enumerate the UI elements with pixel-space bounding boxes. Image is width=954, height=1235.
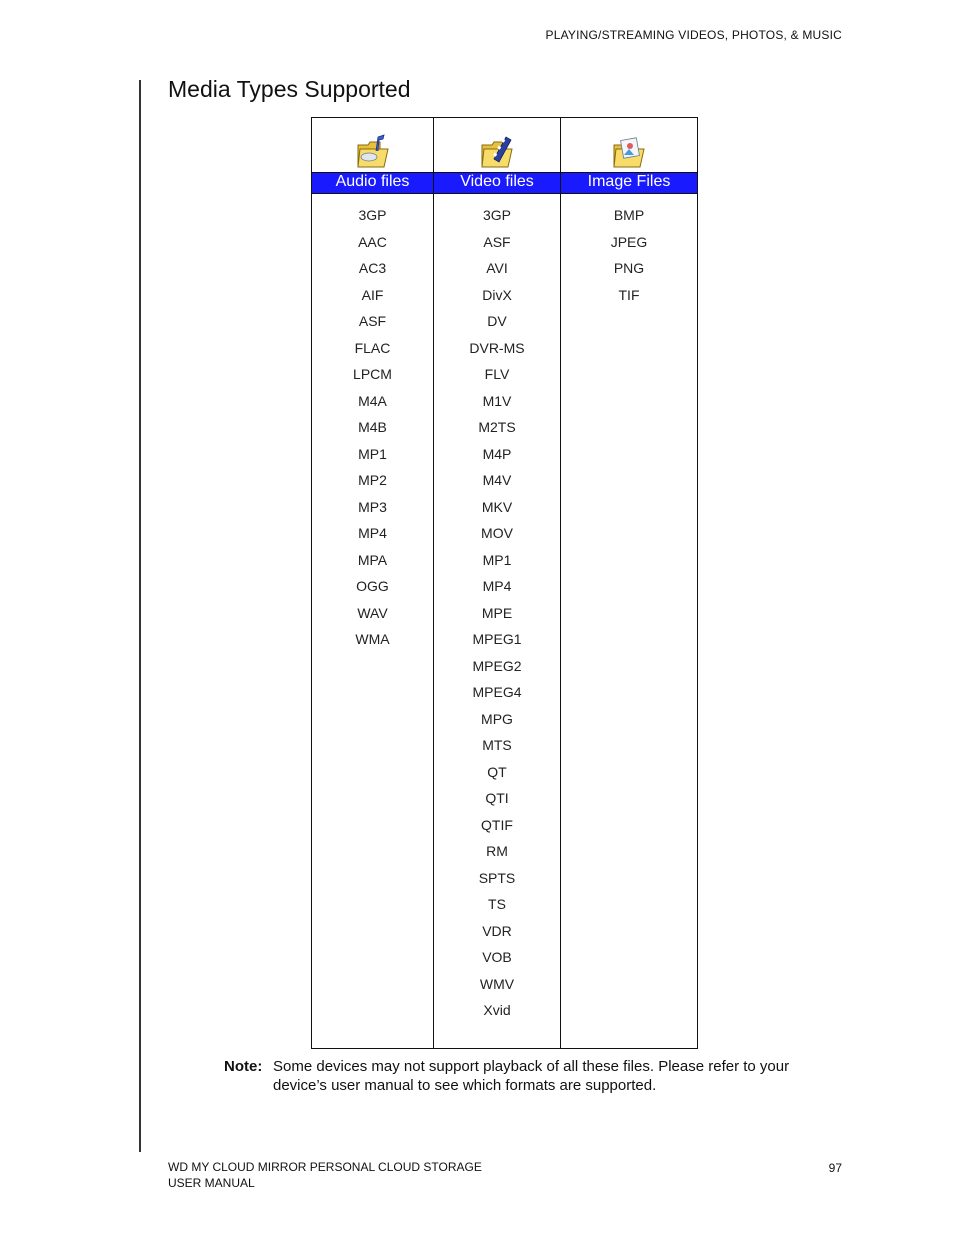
- footer-line-2: USER MANUAL: [168, 1176, 255, 1190]
- list-item: MPEG4: [472, 684, 522, 700]
- list-item: M4V: [482, 472, 512, 488]
- video-files-heading: Video files: [434, 172, 560, 194]
- list-item: WMA: [355, 631, 390, 647]
- list-item: MP1: [358, 445, 387, 462]
- icon-cell: [561, 118, 697, 172]
- list-item: MP4: [482, 578, 512, 594]
- list-item: M1V: [482, 392, 512, 409]
- list-item: MP4: [358, 525, 387, 541]
- footer-title: [168, 1159, 482, 1191]
- media-types-table: [311, 117, 698, 1049]
- list-item: SPTS: [478, 869, 516, 886]
- list-item: Xvid: [483, 1002, 511, 1018]
- page-number: 97: [828, 1161, 842, 1175]
- audio-folder-icon: [356, 133, 390, 169]
- list-item: AIF: [361, 286, 384, 303]
- video-column: [433, 118, 560, 1048]
- list-item: MKV: [481, 498, 513, 515]
- list-item: MP2: [358, 472, 387, 488]
- list-item: QTIF: [481, 816, 513, 833]
- list-item: ASF: [358, 313, 387, 329]
- list-item: DVR-MS: [469, 339, 525, 356]
- list-item: TIF: [618, 286, 640, 303]
- icon-cell: [312, 118, 433, 172]
- list-item: JPEG: [610, 233, 648, 250]
- note-text: Some devices may not support playback of all these files. Please refer to your device’s user manual to see which formats are supported.: [273, 1058, 790, 1094]
- list-item: TS: [488, 896, 506, 912]
- running-header: PLAYING/STREAMING VIDEOS, PHOTOS, & MUSIC: [545, 28, 842, 42]
- list-item: MTS: [482, 737, 512, 753]
- margin-rule: [139, 80, 141, 1152]
- list-item: PNG: [613, 260, 645, 276]
- audio-column: [312, 118, 433, 1048]
- list-item: MPG: [481, 710, 513, 727]
- list-item: BMP: [613, 207, 645, 223]
- list-item: 3GP: [482, 207, 511, 223]
- list-item: MP1: [482, 551, 512, 568]
- list-item: AC3: [358, 260, 387, 276]
- list-item: OGG: [356, 578, 389, 594]
- list-item: MPA: [357, 551, 388, 568]
- list-item: M4P: [482, 445, 512, 462]
- list-item: RM: [486, 843, 508, 859]
- list-item: MPE: [481, 604, 513, 621]
- list-item: VOB: [482, 949, 512, 965]
- note-label: Note:: [224, 1058, 263, 1075]
- audio-files-heading: Audio files: [312, 172, 433, 194]
- list-item: MP3: [358, 498, 387, 515]
- list-item: FLAC: [354, 339, 391, 356]
- image-files-heading: Image Files: [561, 172, 697, 194]
- list-item: M2TS: [478, 419, 516, 435]
- list-item: MOV: [481, 525, 513, 541]
- list-item: QT: [487, 763, 507, 780]
- list-item: AVI: [486, 260, 508, 276]
- list-item: QTI: [485, 790, 509, 806]
- list-item: MPEG1: [472, 631, 522, 647]
- video-folder-icon: [480, 133, 514, 169]
- footer-line-1: WD MY CLOUD MIRROR PERSONAL CLOUD STORAGE: [168, 1160, 482, 1174]
- list-item: DivX: [482, 286, 512, 303]
- image-folder-icon: [612, 133, 646, 169]
- list-item: WAV: [357, 604, 388, 621]
- list-item: 3GP: [358, 207, 387, 223]
- list-item: VDR: [482, 922, 512, 939]
- list-item: DV: [487, 313, 507, 329]
- page-title: Media Types Supported: [168, 76, 411, 102]
- audio-format-list: [312, 194, 433, 655]
- list-item: WMV: [479, 975, 515, 992]
- list-item: MPEG2: [472, 657, 522, 674]
- image-format-list: [561, 194, 697, 310]
- list-item: AAC: [358, 233, 387, 250]
- list-item: M4B: [358, 419, 387, 435]
- list-item: M4A: [358, 392, 387, 409]
- list-item: FLV: [484, 366, 510, 382]
- list-item: ASF: [483, 233, 511, 250]
- video-format-list: [434, 194, 560, 1026]
- image-column: [560, 118, 697, 1048]
- list-item: LPCM: [353, 366, 392, 382]
- icon-cell: [434, 118, 560, 172]
